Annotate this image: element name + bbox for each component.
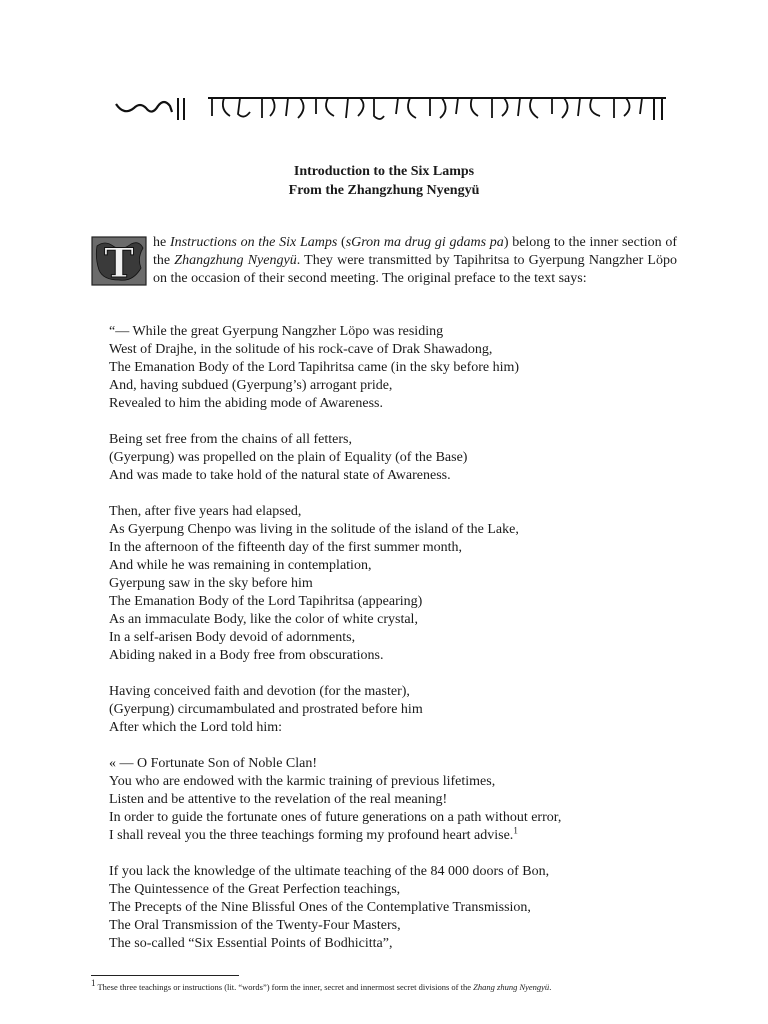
verse-line: In order to guide the fortunate ones of future generations on a path without error, — [109, 810, 562, 825]
verse-line: And, having subdued (Gyerpung’s) arrogant pride, — [109, 378, 393, 393]
footnote-italic: Zhang zhung Nyengyü — [473, 982, 550, 992]
verse-line: Then, after five years had elapsed, — [109, 504, 302, 519]
section-title — [0, 162, 768, 200]
verse-line: After which the Lord told him: — [109, 720, 283, 735]
intro-paragraph — [91, 234, 677, 288]
verse-line: The Precepts of the Nine Blissful Ones of the Contemplative Transmission, — [109, 900, 531, 915]
verse-line: The Emanation Body of the Lord Tapihritsa came (in the sky before him) — [109, 360, 520, 375]
work-title-tibetan: sGron ma drug gi gdams pa — [345, 235, 504, 250]
work-title-english: Instructions on the Six Lamps — [169, 235, 338, 250]
verse-line: The Quintessence of the Great Perfection teachings, — [109, 882, 401, 897]
verse-line: Abiding naked in a Body free from obscurations. — [109, 648, 384, 663]
decorative-dropcap-icon — [91, 236, 147, 286]
verse-stanza-6 — [109, 863, 669, 953]
verse-line-text: I shall reveal you the three teachings forming my profound heart advise. — [109, 828, 514, 843]
footnote-divider — [91, 975, 239, 976]
tibetan-title — [112, 90, 672, 130]
intro-text-start: he — [153, 235, 170, 250]
footnote — [91, 978, 691, 993]
verse-line: As Gyerpung Chenpo was living in the solitude of the island of the Lake, — [109, 522, 519, 537]
footnote-number: 1 — [91, 978, 96, 989]
verse-line: The so-called “Six Essential Points of Bodhicitta”, — [109, 936, 393, 951]
title-line-1: Introduction to the Six Lamps — [293, 164, 475, 179]
verse-line: You who are endowed with the karmic training of previous lifetimes, — [109, 774, 496, 789]
intro-text-end: . They were transmitted by Tapihritsa to Gyerpung Nangzher Löpo on the occasion of their second meeting. The original preface to the text says: — [153, 253, 677, 286]
verse-line: The Oral Transmission of the Twenty-Four Masters, — [109, 918, 401, 933]
verse-line — [109, 827, 669, 845]
tibetan-script-heading — [112, 90, 672, 130]
verse-stanza-5 — [109, 755, 669, 845]
verse-line: In a self-arisen Body devoid of adornments, — [109, 630, 356, 645]
collection-title: Zhangzhung Nyengyü — [174, 253, 297, 268]
footnote-end: . — [549, 982, 552, 992]
verse-line: Listen and be attentive to the revelation of the real meaning! — [109, 792, 448, 807]
verse-line: The Emanation Body of the Lord Tapihritsa (appearing) — [109, 594, 423, 609]
verse-stanza-1 — [109, 323, 669, 413]
verse-line: « — O Fortunate Son of Noble Clan! — [109, 756, 318, 771]
verse-line: If you lack the knowledge of the ultimate teaching of the 84 000 doors of Bon, — [109, 864, 550, 879]
intro-text-paren: ( — [337, 235, 346, 250]
intro-text-mid: ) belong to the inner section of the — [153, 235, 677, 268]
verse-stanza-4 — [109, 683, 669, 737]
verse-line: “— While the great Gyerpung Nangzher Löpo was residing — [109, 324, 444, 339]
title-line-2: From the Zhangzhung Nyengyü — [288, 183, 480, 198]
verse-stanza-3 — [109, 503, 669, 665]
verse-line: Being set free from the chains of all fetters, — [109, 432, 352, 447]
verse-line: As an immaculate Body, like the color of white crystal, — [109, 612, 418, 627]
verse-line: Revealed to him the abiding mode of Awareness. — [109, 396, 383, 411]
verse-stanza-2 — [109, 431, 669, 485]
verse-line: And while he was remaining in contemplation, — [109, 558, 372, 573]
footnote-reference[interactable]: 1 — [513, 825, 518, 836]
verse-line: Having conceived faith and devotion (for the master), — [109, 684, 410, 699]
verse-line: And was made to take hold of the natural state of Awareness. — [109, 468, 451, 483]
dropcap-letter: T — [104, 240, 134, 286]
verse-line: West of Drajhe, in the solitude of his rock-cave of Drak Shawadong, — [109, 342, 493, 357]
footnote-text: These three teachings or instructions (lit. “words”) form the inner, secret and innermost secret divisions of the — [95, 982, 474, 992]
verse-line: (Gyerpung) circumambulated and prostrated before him — [109, 702, 423, 717]
verse-line: (Gyerpung) was propelled on the plain of Equality (of the Base) — [109, 450, 468, 465]
verse-line: In the afternoon of the fifteenth day of the first summer month, — [109, 540, 463, 555]
verse-line: Gyerpung saw in the sky before him — [109, 576, 313, 591]
